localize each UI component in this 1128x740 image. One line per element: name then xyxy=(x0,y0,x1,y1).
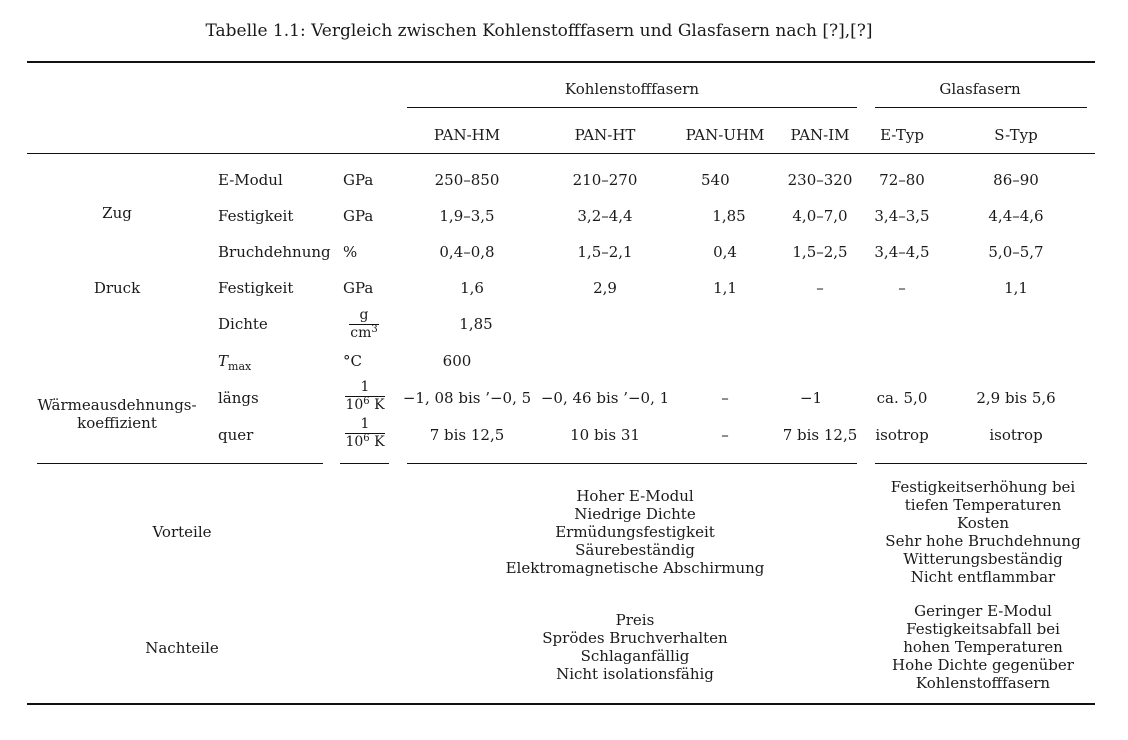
table-cell: isotrop xyxy=(989,426,1043,444)
table-cell: 210–270 xyxy=(572,171,638,189)
table-cell: −1, 08 bis ’−0, 5 xyxy=(402,389,532,407)
category-vorteile: Vorteile xyxy=(152,523,212,541)
property-label xyxy=(218,352,252,373)
unit-denominator xyxy=(349,326,379,341)
table-cell: 3,4–3,5 xyxy=(874,207,930,225)
unit-fraction xyxy=(349,308,379,341)
glass-group-rule xyxy=(875,107,1087,108)
column-header: PAN-HM xyxy=(433,126,501,144)
category-druck: Druck xyxy=(93,279,141,297)
table-cell: 1,1 xyxy=(713,279,737,297)
unit-numerator: 1 xyxy=(360,379,370,395)
column-header: PAN-HT xyxy=(574,126,636,144)
mid-rule-2 xyxy=(340,463,389,464)
unit-denominator-exponent: 6 xyxy=(363,396,370,407)
column-header: S-Typ xyxy=(994,126,1038,144)
column-header: E-Typ xyxy=(880,126,924,144)
unit-numerator: g xyxy=(359,307,369,323)
unit-label: GPa xyxy=(343,171,374,189)
table-cell: 540 xyxy=(701,171,730,189)
carbon-group-rule xyxy=(407,107,857,108)
property-label: Bruchdehnung xyxy=(218,243,331,261)
column-header: PAN-UHM xyxy=(685,126,765,144)
unit-fraction xyxy=(345,380,385,413)
list-item: Preis xyxy=(615,611,655,629)
list-item: tiefen Temperaturen xyxy=(904,496,1062,514)
list-item: Säurebeständig xyxy=(575,541,695,559)
list-item: Nicht entflammbar xyxy=(910,568,1056,586)
vorteile-glass-list xyxy=(885,478,1080,586)
group-header-glass: Glasfasern xyxy=(939,80,1021,98)
top-rule xyxy=(27,61,1095,63)
table-cell: – xyxy=(898,279,906,297)
list-item: Niedrige Dichte xyxy=(574,505,696,523)
table-cell: 1,1 xyxy=(1004,279,1028,297)
table-cell: 7 bis 12,5 xyxy=(429,426,505,444)
list-item: Nicht isolationsfähig xyxy=(556,665,714,683)
list-item: Kosten xyxy=(956,514,1010,532)
table-cell: 72–80 xyxy=(879,171,925,189)
table-cell: 3,2–4,4 xyxy=(577,207,633,225)
unit-label: % xyxy=(343,243,358,261)
table-cell: 7 bis 12,5 xyxy=(782,426,858,444)
property-label: längs xyxy=(218,389,259,407)
property-label: E-Modul xyxy=(218,171,283,189)
table-cell: ca. 5,0 xyxy=(876,389,928,407)
table-cell: −0, 46 bis ’−0, 1 xyxy=(540,389,670,407)
unit-denominator xyxy=(345,398,385,413)
list-item: Sprödes Bruchverhalten xyxy=(542,629,728,647)
column-header: PAN-IM xyxy=(790,126,850,144)
unit-denominator xyxy=(345,435,385,450)
table-cell: 3,4–4,5 xyxy=(874,243,930,261)
property-label: Festigkeit xyxy=(218,207,294,225)
table-cell: 4,4–4,6 xyxy=(988,207,1044,225)
table-cell: 10 bis 31 xyxy=(570,426,640,444)
table-cell: – xyxy=(721,426,729,444)
nachteile-glass-list xyxy=(892,602,1074,692)
table-cell: 5,0–5,7 xyxy=(988,243,1044,261)
table-cell: isotrop xyxy=(875,426,929,444)
category-waerme-line2: koeffizient xyxy=(77,414,157,432)
mid-rule-1 xyxy=(37,463,323,464)
mid-rule-3 xyxy=(407,463,857,464)
nachteile-carbon-list xyxy=(542,611,727,683)
table-cell: 1,5–2,5 xyxy=(792,243,848,261)
list-item: Witterungsbeständig xyxy=(903,550,1063,568)
unit-fraction xyxy=(345,417,385,450)
table-cell: 2,9 bis 5,6 xyxy=(976,389,1056,407)
group-header-carbon: Kohlenstofffasern xyxy=(564,80,700,98)
unit-denominator-rest: K xyxy=(369,397,385,413)
unit-label: °C xyxy=(343,352,362,370)
table-cell: 230–320 xyxy=(787,171,853,189)
header-rule xyxy=(27,153,1095,154)
table-cell: 0,4–0,8 xyxy=(439,243,495,261)
table-cell: 4,0–7,0 xyxy=(792,207,848,225)
table-cell: – xyxy=(721,389,729,407)
list-item: Schlaganfällig xyxy=(580,647,690,665)
table-cell: 0,4 xyxy=(713,243,737,261)
list-item: hohen Temperaturen xyxy=(903,638,1063,656)
unit-denominator-base: 10 xyxy=(345,434,364,450)
list-item: Hohe Dichte gegenüber xyxy=(892,656,1074,674)
table-cell: 1,85 xyxy=(712,207,746,225)
table-cell: 2,9 xyxy=(593,279,617,297)
list-item: Ermüdungsfestigkeit xyxy=(555,523,715,541)
unit-numerator: 1 xyxy=(360,416,370,432)
table-cell: 1,5–2,1 xyxy=(577,243,633,261)
unit-denominator-exponent: 6 xyxy=(363,433,370,444)
unit-denominator-rest: K xyxy=(369,434,385,450)
table-cell: 250–850 xyxy=(434,171,500,189)
list-item: Sehr hohe Bruchdehnung xyxy=(885,532,1081,550)
list-item: Geringer E-Modul xyxy=(914,602,1052,620)
property-symbol: T xyxy=(218,352,229,370)
mid-rule-4 xyxy=(875,463,1087,464)
list-item: Elektromagnetische Abschirmung xyxy=(505,559,765,577)
table-cell: 1,9–3,5 xyxy=(439,207,495,225)
table-cell: 1,6 xyxy=(460,279,484,297)
list-item: Hoher E-Modul xyxy=(576,487,694,505)
table-cell: 1,85 xyxy=(459,315,493,333)
table-cell: 86–90 xyxy=(993,171,1039,189)
category-nachteile: Nachteile xyxy=(145,639,219,657)
category-zug: Zug xyxy=(102,204,132,222)
vorteile-carbon-list xyxy=(506,487,765,577)
category-waerme-line1: Wärmeausdehnungs- xyxy=(37,396,197,414)
unit-label: GPa xyxy=(343,207,374,225)
table-caption: Tabelle 1.1: Vergleich zwischen Kohlenstofffasern und Glasfasern nach [?],[?] xyxy=(205,21,873,41)
list-item: Kohlenstofffasern xyxy=(915,674,1051,692)
property-label: quer xyxy=(218,426,254,444)
property-subscript: max xyxy=(228,360,252,373)
unit-denominator-base: 10 xyxy=(345,397,364,413)
property-label: Dichte xyxy=(218,315,268,333)
unit-label: GPa xyxy=(343,279,374,297)
bottom-rule xyxy=(27,703,1095,705)
unit-denominator-base: cm xyxy=(350,325,372,341)
property-label: Festigkeit xyxy=(218,279,294,297)
list-item: Festigkeitserhöhung bei xyxy=(890,478,1076,496)
table-cell: – xyxy=(816,279,824,297)
unit-denominator-exponent: 3 xyxy=(371,324,378,335)
table-cell: 600 xyxy=(442,352,472,370)
list-item: Festigkeitsabfall bei xyxy=(906,620,1060,638)
table-cell: −1 xyxy=(799,389,823,407)
